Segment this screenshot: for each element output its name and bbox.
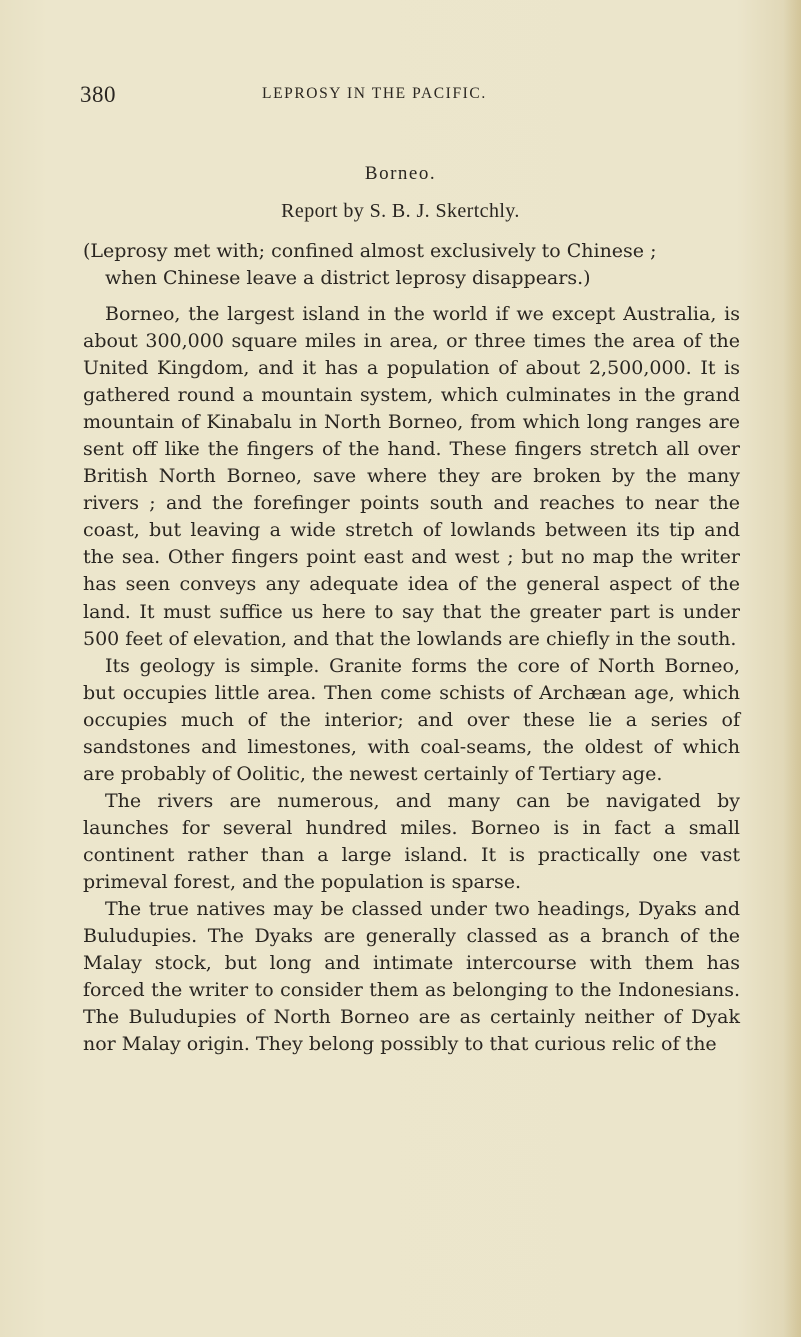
paragraph-geography: Borneo, the largest island in the world if we except Australia, is about 300,000 square miles in area, or three times the area of the United Kingdom, and it has a population of about 2,500,000. It is gathered round a mountain system, which culminates in the grand mountain of Kinabalu in North Borneo, from which long ranges are sent off like the fingers of the hand. These fingers stretch all over British North Borneo, save where they are broken by the many rivers ; and the forefinger points south and reaches to near the coast, but leaving a wide stretch of lowlands between its tip and the sea. Other fingers point east and west ; but no map the writer has seen conveys any adequate idea of the general aspect of the land. It must suffice us here to say that the greater part is under 500 feet of elevation, and that the lowlands are chiefly in the south.	[83, 303, 740, 650]
report-byline: Report by S. B. J. Skertchly.	[281, 200, 520, 222]
running-title: LEPROSY IN THE PACIFIC.	[262, 85, 487, 102]
page-number: 380	[80, 82, 116, 107]
summary-note-line-2: when Chinese leave a district leprosy disappears.)	[105, 267, 591, 289]
running-head	[80, 82, 720, 112]
section-title: Borneo.	[364, 163, 437, 184]
paragraph-geology: Its geology is simple. Granite forms the core of North Borneo, but occupies little area. Then come schists of Archæan age, which occupies much of the interior; and over these lie a series of sandstones and limestones, with coal-seams, the oldest of which are probably of Oolitic, the newest certainly of Tertiary age.	[83, 654, 740, 785]
paragraph-natives: The true natives may be classed under two headings, Dyaks and Buludupies. The Dyaks are generally classed as a branch of the Malay stock, but long and intimate intercourse with them has forced the writer to consider them as belonging to the Indonesians. The Buludupies of North Borneo are as certainly neither of Dyak nor Malay origin. They belong possibly to that curious relic of the	[83, 898, 740, 1056]
summary-note-line-1: (Leprosy met with; confined almost exclusively to Chinese ;	[83, 240, 657, 262]
summary-note	[83, 238, 740, 292]
body-text	[83, 301, 740, 1058]
paragraph-rivers: The rivers are numerous, and many can be navigated by launches for several hundred miles. Borneo is in fact a small continent rather than a large island. It is practically one vast primeval forest, and the population is sparse.	[83, 789, 740, 893]
